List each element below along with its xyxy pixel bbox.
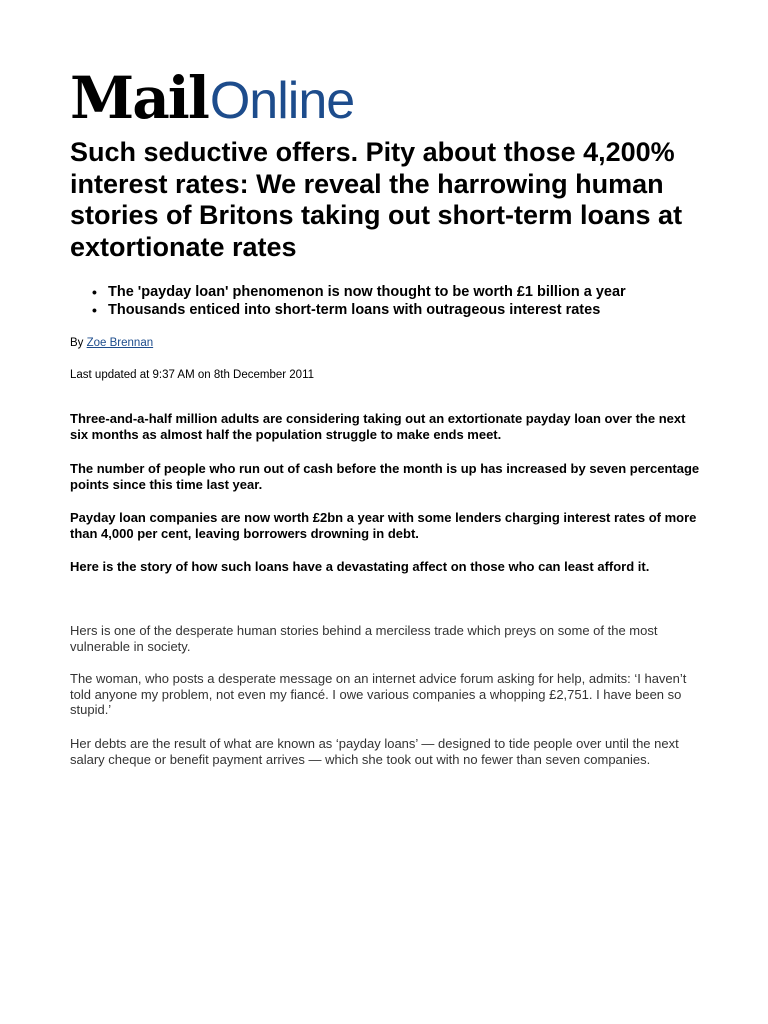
summary-bullet: • Thousands enticed into short-term loans with outrageous interest rates	[108, 301, 748, 319]
article-summary-bullets	[70, 283, 748, 319]
logo-online-wordmark: Online	[209, 72, 355, 130]
lead-paragraph: Here is the story of how such loans have a devastating affect on those who can least afford it.	[70, 559, 650, 574]
byline	[70, 336, 153, 350]
lead-paragraph: Three-and-a-half million adults are considering taking out an extortionate payday loan over the next six months as almost half the population struggle to make ends meet.	[70, 411, 686, 442]
author-link[interactable]: Zoe Brennan	[86, 337, 154, 349]
lead-paragraph: Payday loan companies are now worth £2bn a year with some lenders charging interest rates of more than 4,000 per cent, leaving borrowers drowning in debt.	[70, 510, 697, 541]
last-updated-timestamp: Last updated at 9:37 AM on 8th December 2011	[70, 369, 315, 381]
byline-prefix: By	[70, 337, 84, 349]
logo-mail-wordmark: Mail	[70, 64, 208, 132]
body-paragraph: Her debts are the result of what are known as ‘payday loans’ — designed to tide people over until the next salary cheque or benefit payment arrives — which she took out with no fewer than seven companies.	[70, 736, 679, 767]
summary-bullet: • The 'payday loan' phenomenon is now thought to be worth £1 billion a year	[108, 283, 748, 301]
lead-paragraph: The number of people who run out of cash before the month is up has increased by seven percentage points since this time last year.	[70, 461, 700, 492]
mailonline-logo[interactable]	[70, 64, 355, 132]
body-paragraph: The woman, who posts a desperate message on an internet advice forum asking for help, admits: ‘I haven’t told anyone my problem, not even my fiancé. I owe various companies a whopping £2,751. I have been so stupid.’	[70, 671, 687, 717]
body-paragraph: Hers is one of the desperate human stories behind a merciless trade which preys on some of the most vulnerable in society.	[70, 623, 658, 654]
article-headline: Such seductive offers. Pity about those 4,200% interest rates: We reveal the harrowing human stories of Britons taking out short-term loans at extortionate rates	[70, 137, 683, 262]
